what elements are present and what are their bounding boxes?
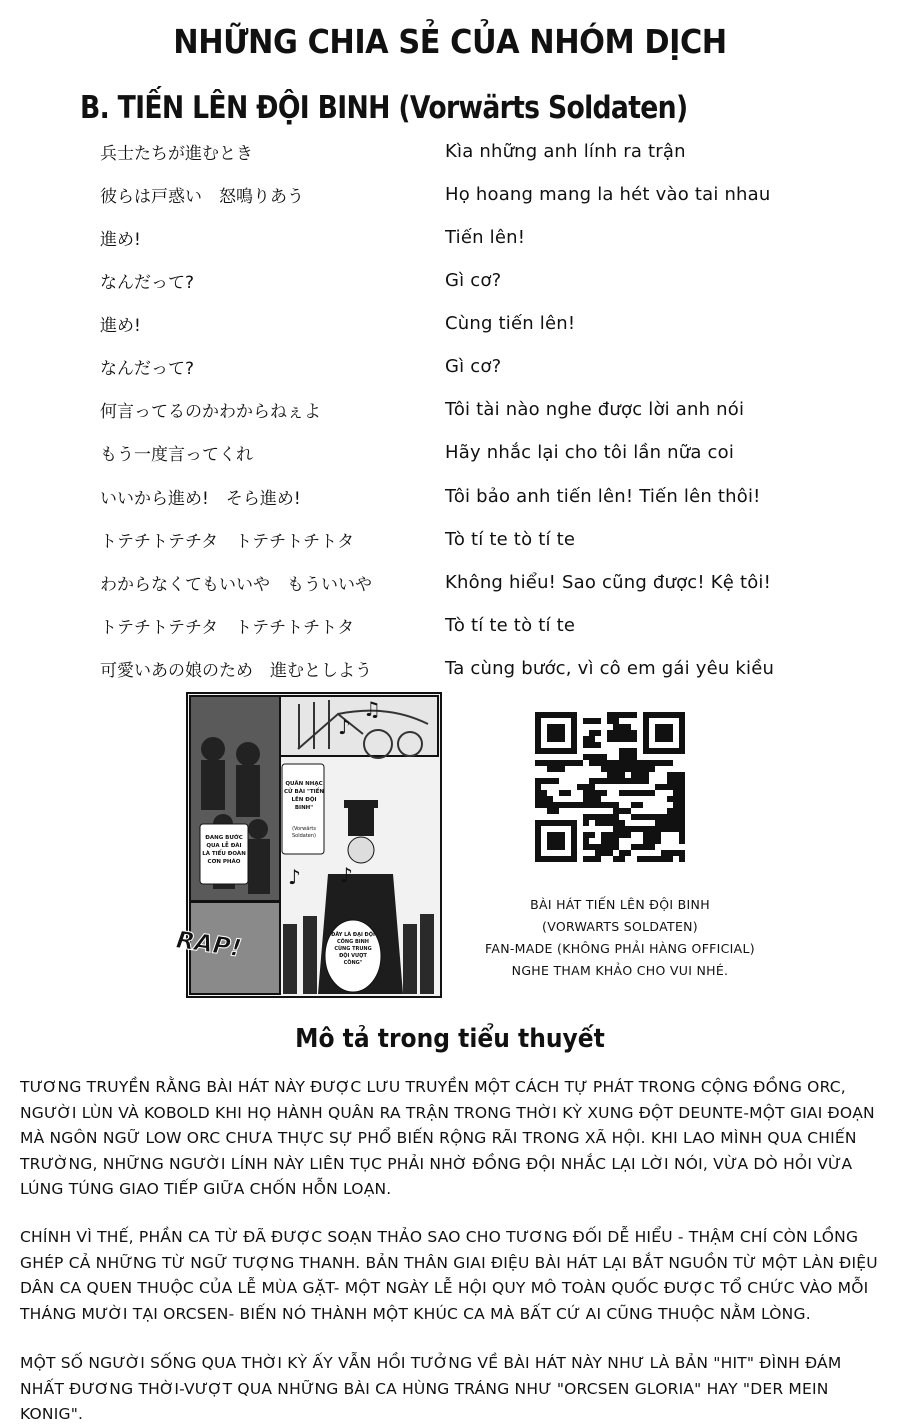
lyric-jp: トテチトテチタ トテチトチトタ (100, 618, 355, 638)
lyric-vi: Tiến lên! (445, 227, 526, 248)
lyric-jp: わからなくてもいいや もういいや (100, 575, 372, 595)
novel-paragraph-2: CHÍNH VÌ THẾ, PHẦN CA TỪ ĐÃ ĐƯỢC SOẠN THẢO SAO CHO TƯƠNG ĐỐI DỄ HIỂU - THẬM CHÍ CÒN LỒNG GHÉP CẢ NHỮNG TỪ NGỮ TƯỢNG THANH. BẢN THÂN GIAI ĐIỆU BÀI HÁT LẠI BẮT NGUỒN TỪ MỘT LÀN ĐIỆU DÂN CA QUEN THUỘC CỦA LỄ MÙA GẶT- MỘT NGÀY LỄ HỘI QUY MÔ TOÀN QUỐC ĐƯỢC TỔ CHỨC VÀO MỖI THÁNG MƯỜI TẠI ORCSEN- BIẾN NÓ THÀNH MỘT KHÚC CA MÀ BẤT CỨ AI CŨNG THUỘC NẰM LÒNG. (20, 1228, 878, 1323)
lyric-row (0, 225, 900, 255)
manga-bubble-3: ĐÂY LÀ ĐẠI ĐỘI CÔNG BINH CÙNG TRUNG ĐỘI VƯỢT CÔNG" (331, 932, 375, 966)
lyric-row (0, 397, 900, 427)
svg-text:♪: ♪ (288, 865, 301, 889)
lyric-row (0, 570, 900, 600)
lyric-jp: 進め! (100, 316, 141, 336)
qr-caption-line-4: NGHE THAM KHẢO CHO VUI NHÉ. (511, 963, 729, 978)
lyric-jp: 進め! (100, 230, 141, 250)
lyric-row (0, 311, 900, 341)
lyric-vi: Tôi tài nào nghe được lời anh nói (445, 399, 745, 420)
lyric-vi: Không hiểu! Sao cũng được! Kệ tôi! (445, 572, 772, 593)
lyric-row (0, 527, 900, 557)
manga-sfx: RAP! (174, 925, 244, 963)
lyric-vi: Ta cùng bước, vì cô em gái yêu kiều (445, 658, 775, 679)
qr-caption-line-1: BÀI HÁT TIẾN LÊN ĐỘI BINH (530, 897, 710, 912)
svg-text:♪: ♪ (338, 715, 351, 739)
lyric-jp: いいから進め! そら進め! (100, 489, 301, 509)
lyric-vi: Tò tí te tò tí te (445, 529, 576, 550)
qr-code[interactable] (535, 712, 685, 862)
lyric-vi: Hãy nhắc lại cho tôi lần nữa coi (445, 442, 735, 463)
lyric-row (0, 613, 900, 643)
lyric-jp: 兵士たちが進むとき (100, 144, 253, 164)
novel-paragraph-1: TƯƠNG TRUYỀN RẰNG BÀI HÁT NÀY ĐƯỢC LƯU TRUYỀN MỘT CÁCH TỰ PHÁT TRONG CỘNG ĐỒNG ORC, NGƯỜI LÙN VÀ KOBOLD KHI HỌ HÀNH QUÂN RA TRẬN TRONG THỜI KỲ XUNG ĐỘT DEUNTE-MỘT GIAI ĐOẠN MÀ NGÔN NGỮ LOW ORC CHƯA THỰC SỰ PHỔ BIẾN RỘNG RÃI TRONG XÃ HỘI. KHI LAO MÌNH QUA CHIẾN TRƯỜNG, NHỮNG NGƯỜI LÍNH NÀY LIÊN TỤC PHẢI NHỜ ĐỒNG ĐỘI NHẮC LẠI LỜI NÓI, VỪA DÒ HỎI VỪA LÚNG TÚNG GIAO TIẾP GIỮA CHỐN HỖN LOẠN. (20, 1078, 875, 1198)
lyric-vi: Kìa những anh lính ra trận (445, 141, 686, 162)
lyric-row (0, 268, 900, 298)
lyric-vi: Họ hoang mang la hét vào tai nhau (445, 184, 771, 205)
lyric-row (0, 656, 900, 686)
manga-bubble-1-sub: (Vorwärts Soldaten) (291, 826, 317, 839)
lyric-row (0, 440, 900, 470)
lyric-row (0, 182, 900, 212)
page-title: NHỮNG CHIA SẺ CỦA NHÓM DỊCH (173, 22, 727, 61)
novel-paragraph-3: MỘT SỐ NGƯỜI SỐNG QUA THỜI KỲ ẤY VẪN HỒI TƯỞNG VỀ BÀI HÁT NÀY NHƯ LÀ BẢN "HIT" ĐÌNH ĐÁM NHẤT ĐƯƠNG THỜI-VƯỢT QUA NHỮNG BÀI CA HÙNG TRÁNG NHƯ "ORCSEN GLORIA" HAY "DER MEIN KONIG". (20, 1354, 842, 1423)
lyric-jp: なんだって? (100, 273, 195, 293)
lyric-vi: Tò tí te tò tí te (445, 615, 576, 636)
manga-panel-image (174, 692, 442, 998)
song-subtitle: B. TIẾN LÊN ĐỘI BINH (Vorwärts Soldaten) (80, 90, 688, 126)
manga-bubble-1: QUÂN NHẠC CỬ BÀI "TIẾN LÊN ĐỘI BINH" (284, 781, 324, 811)
lyric-vi: Tôi bảo anh tiến lên! Tiến lên thôi! (445, 486, 761, 507)
lyric-row (0, 354, 900, 384)
lyric-jp: 彼らは戸惑い 怒鳴りあう (100, 187, 304, 207)
lyric-jp: もう一度言ってくれ (100, 445, 253, 465)
svg-text:♪: ♪ (340, 863, 353, 887)
lyric-vi: Gì cơ? (445, 270, 502, 291)
lyric-row (0, 484, 900, 514)
novel-section-title: Mô tả trong tiểu thuyết (295, 1024, 605, 1054)
qr-caption-line-2: (VORWARTS SOLDATEN) (542, 919, 698, 934)
qr-caption (440, 894, 800, 982)
lyric-vi: Cùng tiến lên! (445, 313, 576, 334)
svg-text:♫: ♫ (363, 697, 381, 721)
qr-caption-line-3: FAN-MADE (KHÔNG PHẢI HÀNG OFFICIAL) (485, 941, 755, 956)
lyric-jp: なんだって? (100, 359, 195, 379)
lyric-jp: 可愛いあの娘のため 進むとしよう (100, 661, 372, 681)
lyric-jp: 何言ってるのかわからねぇよ (100, 402, 321, 422)
manga-bubble-2: ĐANG BƯỚC QUA LỄ ĐÀI LÀ TIỂU ĐOÀN CƠN PHÁO (202, 835, 246, 865)
lyric-jp: トテチトテチタ トテチトチトタ (100, 532, 355, 552)
lyric-row (0, 139, 900, 169)
lyric-vi: Gì cơ? (445, 356, 502, 377)
